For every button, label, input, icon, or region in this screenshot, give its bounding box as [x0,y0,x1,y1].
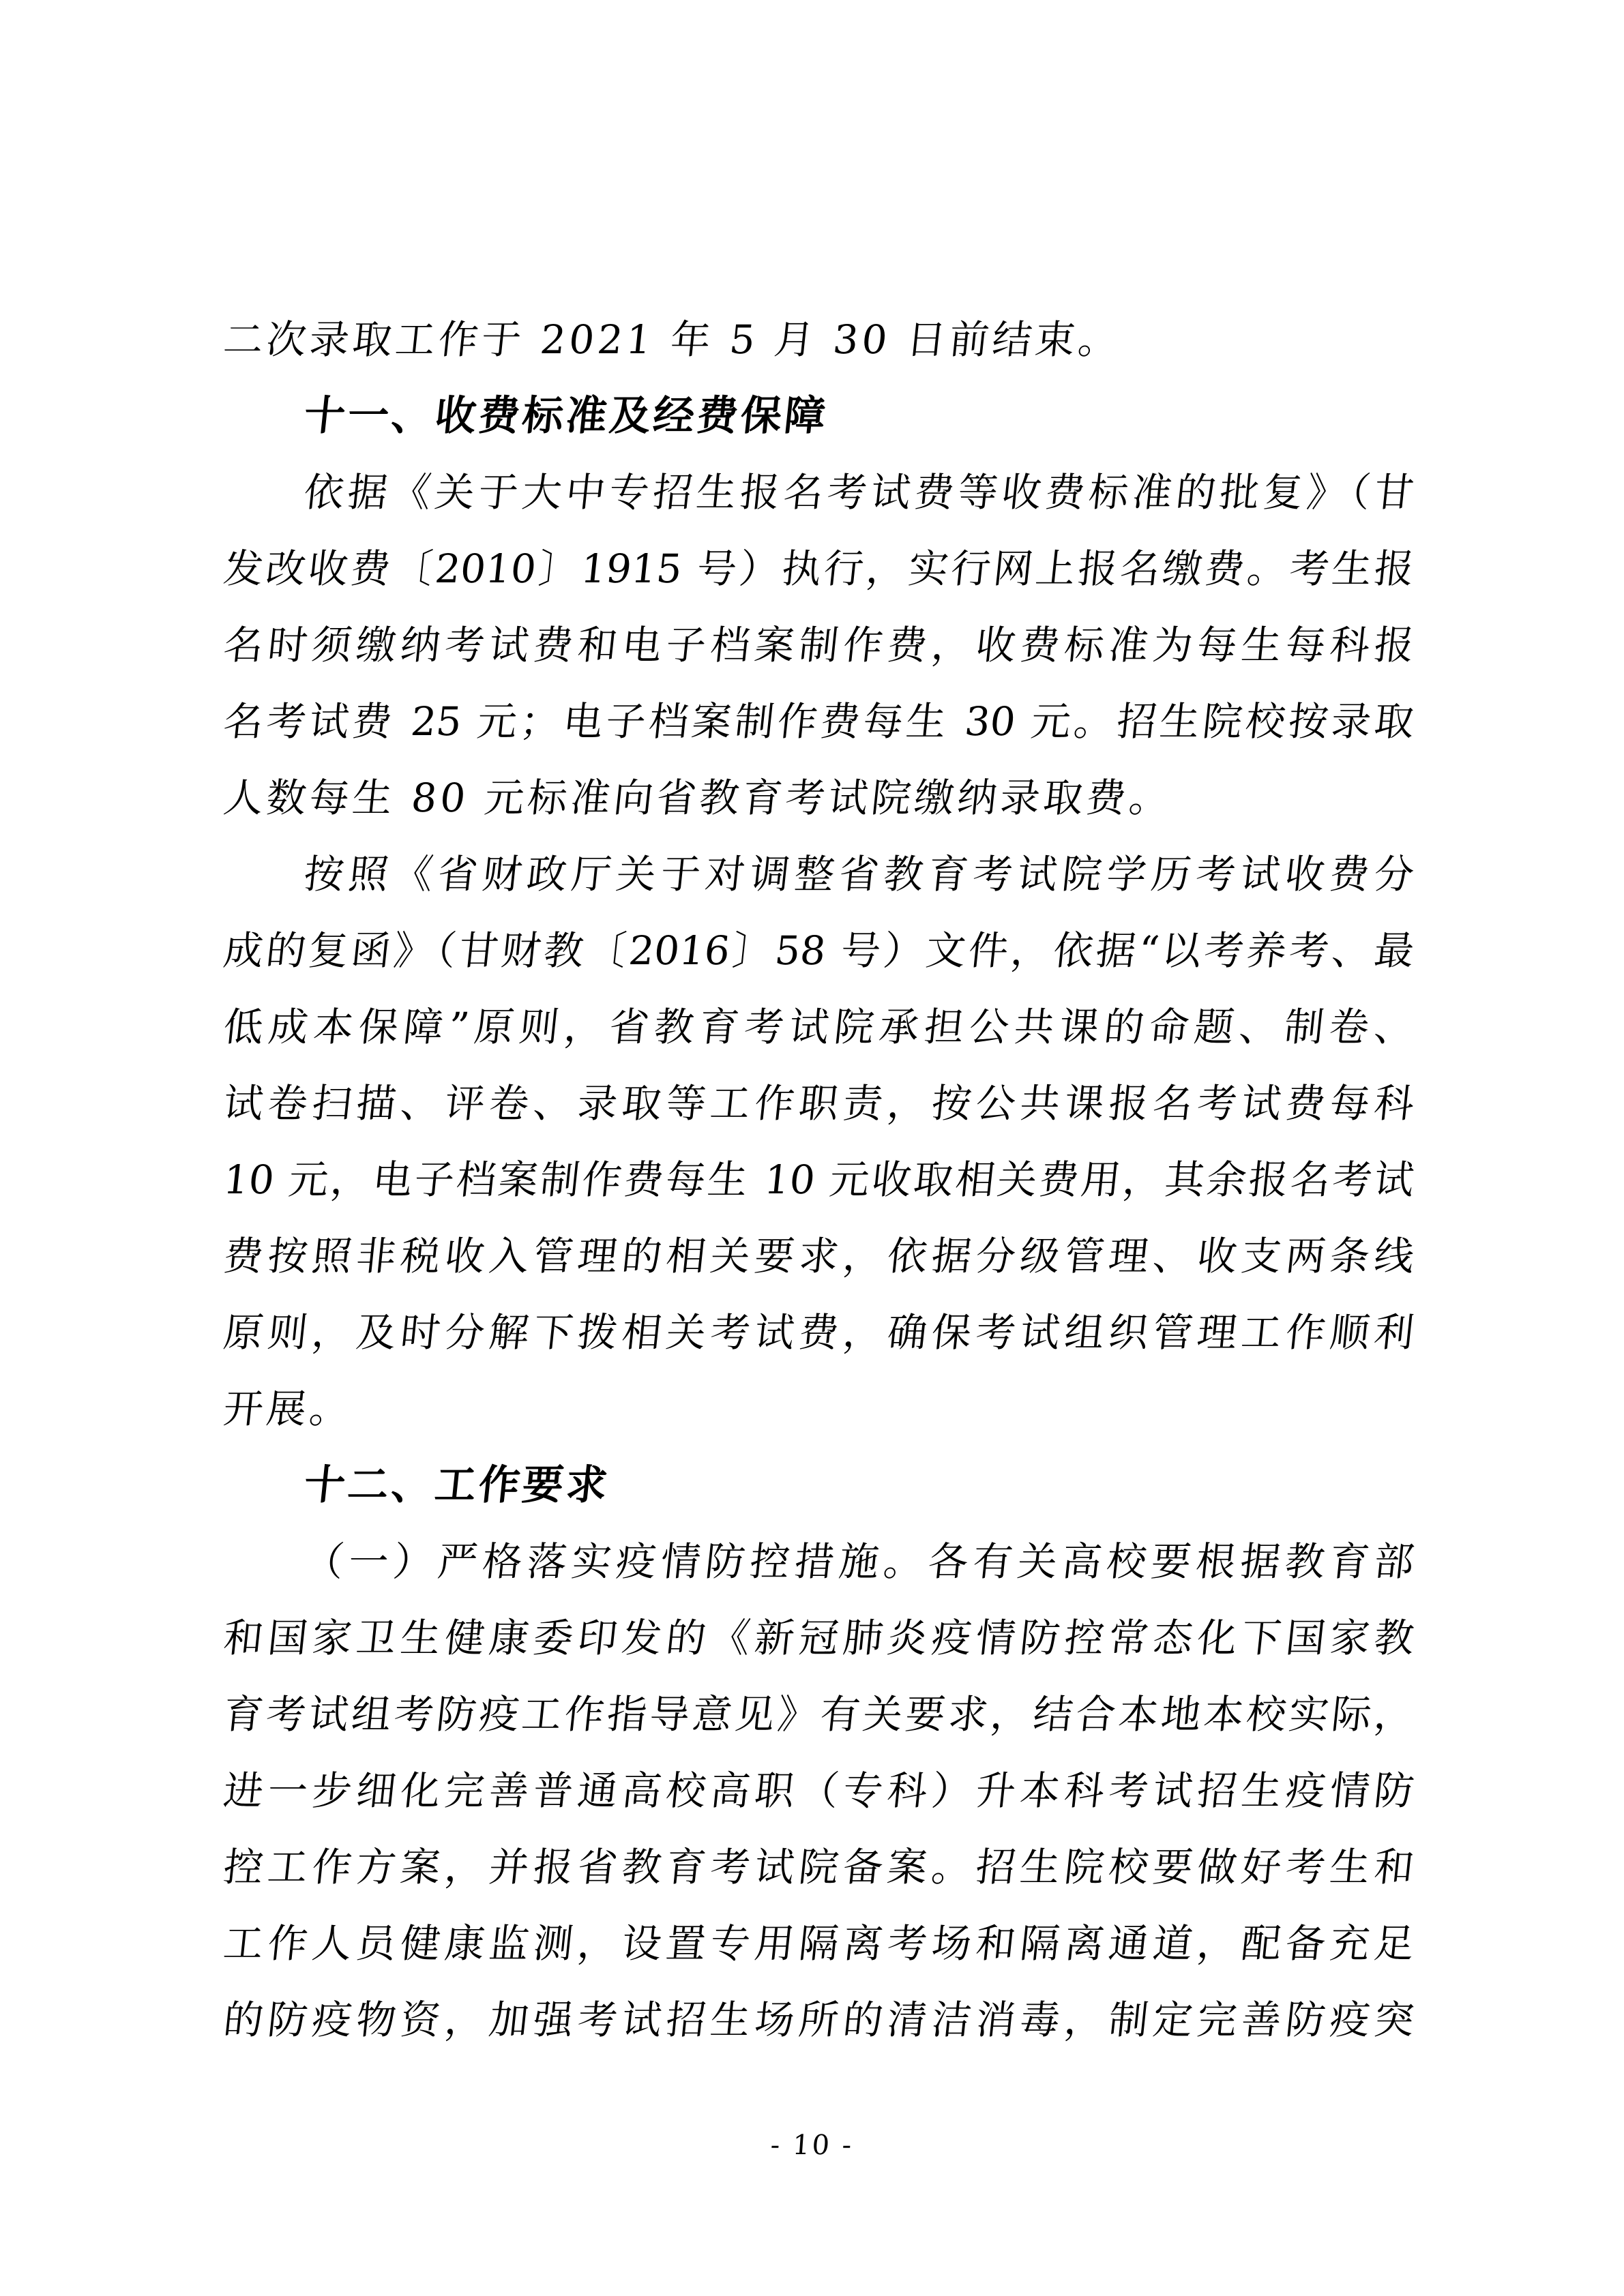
section-heading-11: 十一、收费标准及经费保障 [301,392,831,440]
document-line: 名时须缴纳考试费和电子档案制作费，收费标准为每生每科报 [221,622,1417,668]
document-line: 工作人员健康监测，设置专用隔离考场和隔离通道，配备充足 [221,1920,1417,1967]
section-heading-12: 十二、工作要求 [301,1461,612,1509]
document-line: 试卷扫描、评卷、录取等工作职责，按公共课报名考试费每科 [221,1080,1417,1127]
document-line: 开展。 [221,1386,355,1432]
document-line: 依据《关于大中专招生报名考试费等收费标准的批复》（甘 [301,469,1417,516]
document-line: 成的复函》（甘财教〔2016〕58 号）文件，依据“以考养考、最 [221,927,1417,974]
document-line: 育考试组考防疫工作指导意见》有关要求，结合本地本校实际， [221,1691,1417,1738]
document-line: 10 元，电子档案制作费每生 10 元收取相关费用，其余报名考试 [221,1157,1417,1203]
document-line: 费按照非税收入管理的相关要求，依据分级管理、收支两条线 [221,1233,1417,1279]
document-line: 进一步细化完善普通高校高职（专科）升本科考试招生疫情防 [221,1768,1417,1814]
document-body [221,301,1417,2058]
document-line: 的防疫物资，加强考试招生场所的清洁消毒，制定完善防疫突 [221,1997,1417,2043]
document-line: 低成本保障”原则，省教育考试院承担公共课的命题、制卷、 [221,1004,1417,1050]
page-number: - 10 - [769,2130,855,2161]
document-line: 人数每生 80 元标准向省教育考试院缴纳录取费。 [221,775,1175,821]
document-line: 发改收费〔2010〕1915 号）执行，实行网上报名缴费。考生报 [221,546,1417,592]
document-line: 控工作方案，并报省教育考试院备案。招生院校要做好考生和 [221,1844,1417,1890]
document-line: （一）严格落实疫情防控措施。各有关高校要根据教育部 [301,1538,1417,1585]
document-line: 二次录取工作于 2021 年 5 月 30 日前结束。 [221,316,1124,363]
document-line: 名考试费 25 元；电子档案制作费每生 30 元。招生院校按录取 [221,698,1417,745]
document-line: 原则，及时分解下拨相关考试费，确保考试组织管理工作顺利 [221,1309,1417,1356]
document-line: 和国家卫生健康委印发的《新冠肺炎疫情防控常态化下国家教 [221,1615,1417,1661]
document-line: 按照《省财政厅关于对调整省教育考试院学历考试收费分 [301,851,1417,897]
